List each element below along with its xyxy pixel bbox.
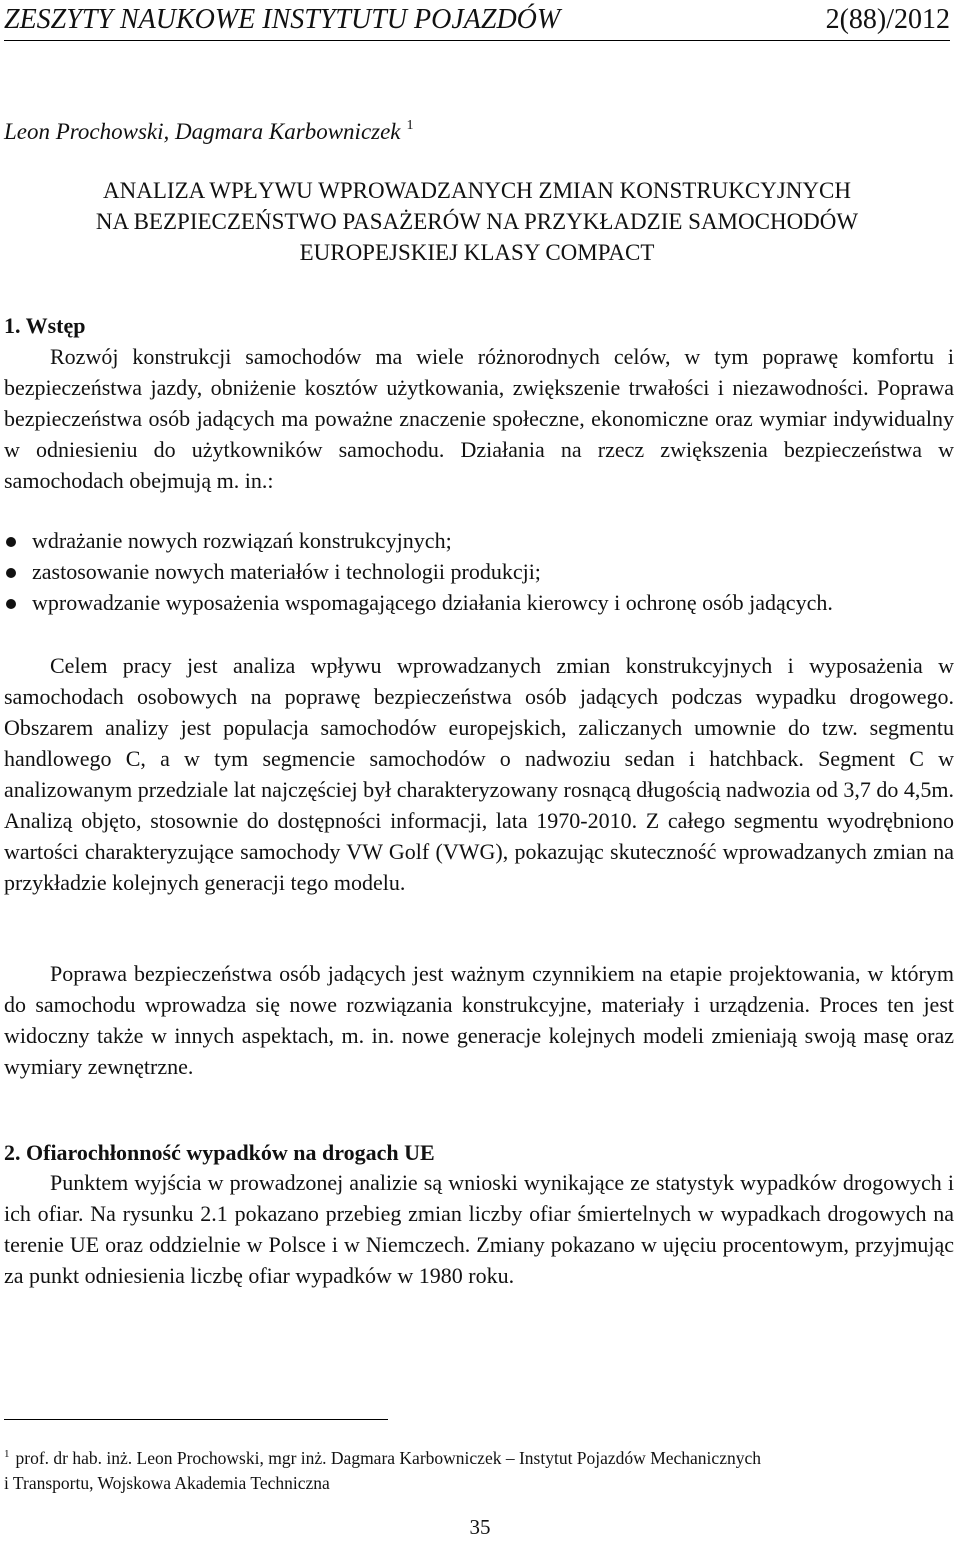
list-item bbox=[4, 587, 954, 618]
footnote-text: prof. dr hab. inż. Leon Prochowski, mgr inż. Dagmara Karbowniczek – Instytut Pojazdów Mechanicznych bbox=[15, 1448, 761, 1468]
list-item bbox=[4, 525, 954, 556]
section-1-paragraph-1: Rozwój konstrukcji samochodów ma wiele różnorodnych celów, w tym poprawę komfortu i bezpieczeństwa jazdy, obniżenie kosztów użytkowania, zwiększenie trwałości i niezawodności. Poprawa bezpieczeństwa osób jadących ma poważne znaczenie społeczne, ekonomiczne oraz wymiar indywidualny w odniesieniu do użytkowników samochodu. Działania na rzecz zwiększenia bezpieczeństwa w samochodach obejmują m. in.: bbox=[4, 344, 954, 493]
section-2-paragraph-1: Punktem wyjścia w prowadzonej analizie są wnioski wynikające ze statystyk wypadków drogowych i ich ofiar. Na rysunku 2.1 pokazano przebieg zmian liczby ofiar śmiertelnych w wypadkach drogowych na terenie UE oraz oddzielnie w Polsce i w Niemczech. Zmiany pokazano w ujęciu procentowym, przyjmując za punkt odniesienia liczbę ofiar wypadków w 1980 roku. bbox=[4, 1170, 954, 1288]
title-line: EUROPEJSKIEJ KLASY COMPACT bbox=[299, 240, 655, 265]
journal-title: ZESZYTY NAUKOWE INSTYTUTU POJAZDÓW bbox=[4, 4, 561, 35]
author-footnote-mark: 1 bbox=[406, 118, 414, 133]
journal-issue: 2(88)/2012 bbox=[825, 4, 950, 35]
title-line: NA BEZPIECZEŃSTWO PASAŻERÓW NA PRZYKŁADZIE SAMOCHODÓW bbox=[95, 209, 859, 234]
section-1-heading: 1. Wstęp bbox=[4, 313, 86, 338]
section-1-paragraph-2: Celem pracy jest analiza wpływu wprowadzanych zmian konstrukcyjnych i wyposażenia w samochodach osobowych na poprawę bezpieczeństwa osób jadących podczas wypadku drogowego. Obszarem analizy jest populacja samochodów europejskich, zaliczanych umownie do tzw. segmentu handlowego C, a w tym segmencie samochodów o nadwoziu sedan i hatchback. Segment C w analizowanym przedziale lat najczęściej był charakteryzowany rosnącą długością nadwozia od 3,7 do 4,5m. Analizą objęto, stosownie do dostępności informacji, lata 1970-2010. Z całego segmentu wyodrębniono wartości charakteryzujące samochody VW Golf (VWG), pokazując skuteczność wprowadzanych zmian na przykładzie kolejnych generacji tego modelu. bbox=[4, 653, 954, 895]
bullet-icon bbox=[6, 599, 16, 609]
footnote-divider bbox=[4, 1419, 388, 1420]
author-line bbox=[4, 111, 414, 147]
bullet-list bbox=[4, 525, 954, 618]
title-line: ANALIZA WPŁYWU WPROWADZANYCH ZMIAN KONSTRUKCYJNYCH bbox=[103, 178, 851, 203]
section-2-heading: 2. Ofiarochłonność wypadków na drogach UE bbox=[4, 1140, 435, 1165]
list-item-text: wprowadzanie wyposażenia wspomagającego działania kierowcy i ochronę osób jadących. bbox=[32, 590, 833, 615]
footnote bbox=[4, 1442, 954, 1496]
section-1-paragraph-3: Poprawa bezpieczeństwa osób jadących jest ważnym czynnikiem na etapie projektowania, w którym do samochodu wprowadza się nowe rozwiązania konstrukcyjne, materiały i urządzenia. Proces ten jest widoczny także w innych aspektach, m. in. nowe generacje kolejnych modeli zmieniają swoją masę oraz wymiary zewnętrzne. bbox=[4, 961, 954, 1079]
list-item-text: wdrażanie nowych rozwiązań konstrukcyjnych; bbox=[32, 528, 452, 553]
list-item-text: zastosowanie nowych materiałów i technologii produkcji; bbox=[32, 559, 541, 584]
footnote-mark: 1 bbox=[4, 1448, 10, 1460]
list-item bbox=[4, 556, 954, 587]
page-number: 35 bbox=[469, 1515, 491, 1539]
article-title bbox=[4, 175, 950, 268]
bullet-icon bbox=[6, 568, 16, 578]
bullet-icon bbox=[6, 537, 16, 547]
running-header bbox=[4, 0, 950, 41]
author-names: Leon Prochowski, Dagmara Karbowniczek bbox=[4, 119, 401, 144]
footnote-text: i Transportu, Wojskowa Akademia Techniczna bbox=[4, 1473, 330, 1493]
